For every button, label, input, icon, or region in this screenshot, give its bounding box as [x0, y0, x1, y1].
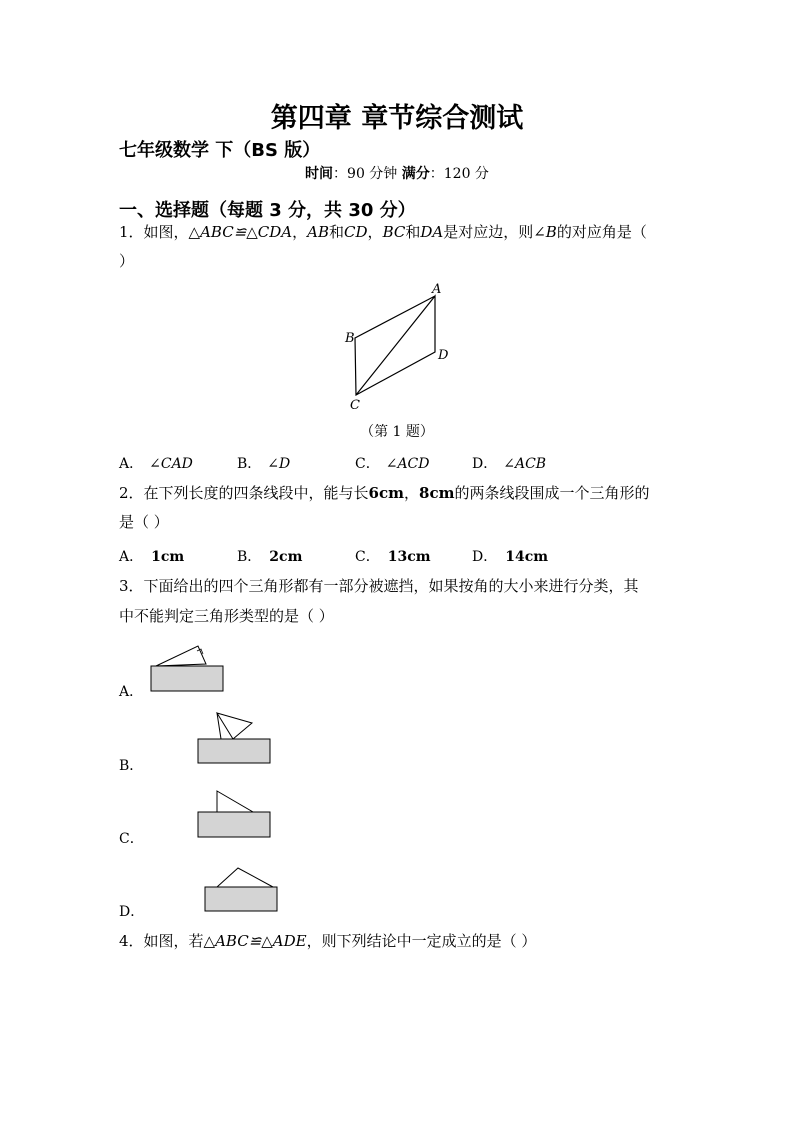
cover-rectangle	[198, 812, 270, 837]
option-text: ∠ACB	[503, 456, 547, 472]
time-label: 时间	[305, 166, 334, 182]
option-text: 2cm	[269, 549, 303, 565]
q4-congruence: △ABC≌△ADE	[203, 932, 307, 950]
q1-angle-b: ∠B	[533, 223, 557, 241]
q4-suffix: ，则下列结论中一定成立的是（ ）	[306, 932, 537, 950]
option-letter: B．	[237, 456, 262, 472]
page-title: 第四章 章节综合测试	[270, 103, 524, 134]
question-2-line2: 是（ ）	[119, 513, 169, 531]
q2-value-1: 6cm	[368, 484, 404, 502]
q1-end: 的对应角是（	[556, 223, 647, 241]
q1-and1: 和	[329, 223, 345, 241]
q2-option-b[interactable]	[237, 546, 302, 566]
option-letter: D．	[472, 549, 498, 565]
option-text: 13cm	[387, 549, 431, 565]
q1-label-d: D	[438, 348, 449, 363]
q3-option-b-label[interactable]: B．	[119, 758, 144, 774]
score-label: 满分	[401, 166, 430, 182]
option-letter: D．	[472, 456, 498, 472]
q2-text-a: 2．在下列长度的四条线段中，能与长	[119, 484, 369, 502]
q2-option-d[interactable]	[472, 546, 548, 566]
question-3-line2: 中不能判定三角形类型的是（ ）	[119, 607, 334, 625]
option-text: ∠D	[267, 456, 291, 472]
q1-option-b[interactable]	[237, 453, 290, 473]
score-value: ：120 分	[429, 166, 489, 182]
q1-figure-caption: （第 1 题）	[360, 424, 434, 440]
q1-label-c: C	[350, 398, 360, 413]
q3-option-d-figure[interactable]	[201, 865, 283, 915]
option-letter: B．	[237, 549, 262, 565]
q2-option-a[interactable]	[119, 546, 184, 566]
q3-option-b-figure[interactable]	[195, 711, 275, 767]
q2-sep: ，	[404, 484, 420, 502]
option-letter: C．	[355, 456, 380, 472]
q1-and2: 和	[405, 223, 421, 241]
option-letter: A．	[119, 549, 144, 565]
q1-sep2: ，	[367, 223, 383, 241]
question-1-line2: ）	[119, 252, 135, 270]
q1-figure-lines	[355, 296, 435, 395]
q3-option-c-label[interactable]: C．	[119, 831, 144, 847]
q1-option-d[interactable]	[472, 453, 546, 473]
time-value: ：90 分钟	[333, 166, 398, 182]
q1-da: DA	[420, 223, 444, 241]
q2-text-b: 的两条线段围成一个三角形的	[454, 484, 650, 502]
q4-prefix: 4．如图，若	[119, 932, 204, 950]
option-text: ∠CAD	[149, 456, 193, 472]
option-letter: C．	[355, 549, 380, 565]
q1-ab: AB	[307, 223, 330, 241]
question-4-line1	[119, 927, 536, 955]
cover-rectangle	[205, 887, 277, 911]
question-3-line1: 3．下面给出的四个三角形都有一部分被遮挡，如果按角的大小来进行分类，其	[119, 577, 639, 595]
question-2-line1	[119, 479, 649, 507]
q1-mid: 是对应边，则	[443, 223, 534, 241]
q3-option-d-label[interactable]: D．	[119, 904, 145, 920]
q1-figure-parallelogram	[330, 280, 460, 415]
cover-rectangle	[151, 666, 223, 691]
q1-bc: BC	[382, 223, 406, 241]
q1-option-a[interactable]	[119, 453, 193, 473]
option-text: 14cm	[505, 549, 549, 565]
q1-congruence: △ABC≌△CDA	[188, 223, 293, 241]
exam-info	[0, 163, 794, 183]
q3-option-a-figure[interactable]	[148, 642, 228, 694]
q3-option-a-label[interactable]: A．	[119, 684, 144, 700]
question-1-line1	[119, 218, 647, 246]
page-subtitle: 七年级数学 下（BS 版）	[119, 140, 321, 161]
q1-cd: CD	[344, 223, 368, 241]
option-text: ∠ACD	[385, 456, 430, 472]
q1-label-a: A	[432, 282, 442, 297]
q1-label-b: B	[345, 331, 355, 346]
q3-option-c-figure[interactable]	[195, 787, 275, 841]
q2-value-2: 8cm	[419, 484, 455, 502]
option-text: 1cm	[151, 549, 185, 565]
section-heading-choice: 一、选择题（每题 3 分，共 30 分）	[119, 200, 416, 221]
q1-sep1: ，	[292, 223, 308, 241]
q1-option-c[interactable]	[355, 453, 430, 473]
option-letter: A．	[119, 456, 144, 472]
q1-prefix: 1．如图，	[119, 223, 189, 241]
cover-rectangle	[198, 739, 270, 763]
q2-option-c[interactable]	[355, 546, 431, 566]
